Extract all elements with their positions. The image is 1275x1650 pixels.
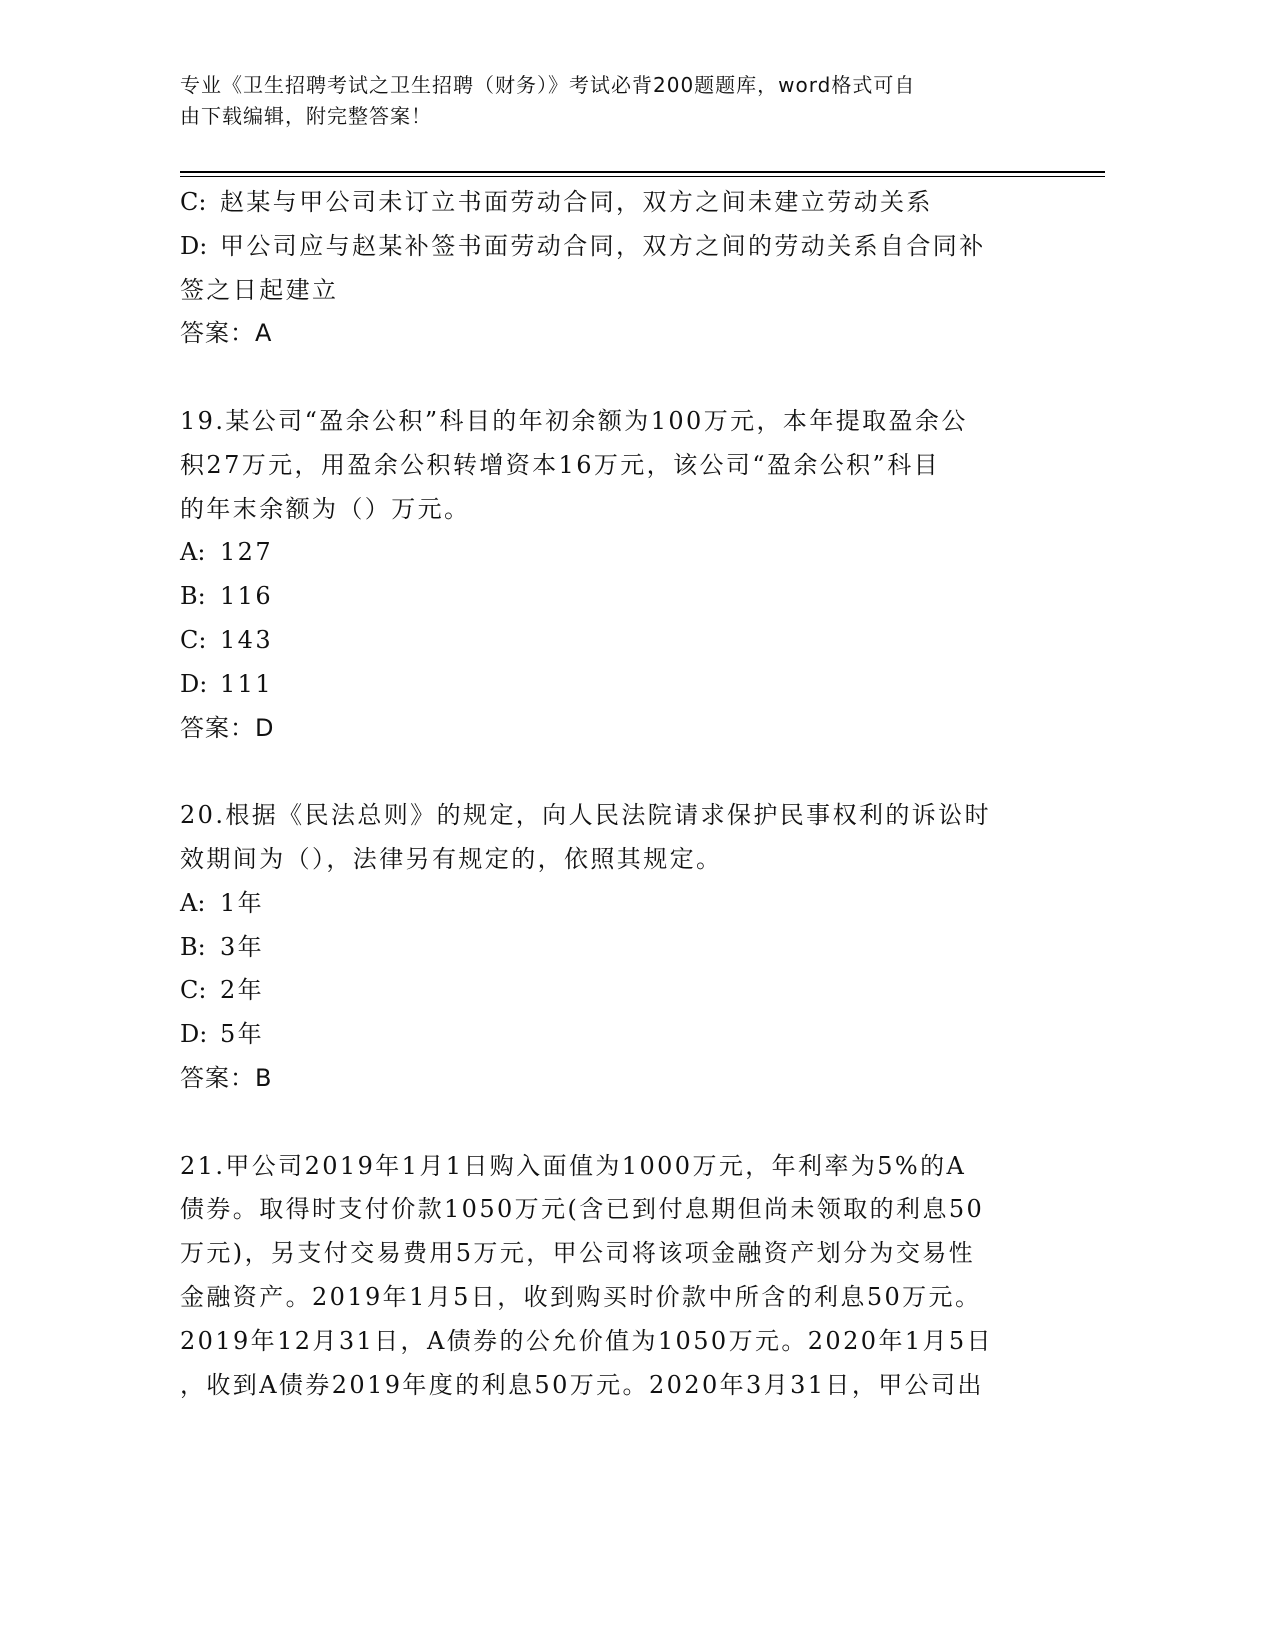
question-stem-line: ，收到A债券2019年度的利息50万元。2020年3月31日，甲公司出	[180, 1370, 984, 1399]
option-label: C:	[180, 188, 207, 216]
question-stem-line: 效期间为（），法律另有规定的，依照其规定。	[180, 844, 723, 873]
question-19	[180, 400, 1050, 750]
option-d	[180, 225, 1050, 269]
option-text: 甲公司应与赵某补签书面劳动合同，双方之间的劳动关系自合同补	[220, 231, 986, 260]
answer: 答案：A	[180, 319, 273, 348]
option-text: 1年	[220, 888, 265, 917]
spacer	[180, 356, 1050, 400]
option-d	[180, 1013, 1050, 1057]
question-stem-line: 21.甲公司2019年1月1日购入面值为1000万元，年利率为5%的A	[180, 1151, 967, 1180]
option-text: 143	[220, 625, 274, 654]
option-text: 5年	[220, 1020, 265, 1049]
option-b	[180, 575, 1050, 619]
question-stem-line: 的年末余额为（）万元。	[180, 494, 471, 523]
option-c	[180, 969, 1050, 1013]
option-b	[180, 926, 1050, 970]
spacer	[180, 1101, 1050, 1145]
option-a	[180, 531, 1050, 575]
header-divider-thin	[180, 176, 1105, 177]
option-label: D:	[180, 231, 208, 260]
option-label: C:	[180, 625, 207, 654]
question-stem-line: 2019年12月31日，A债券的公允价值为1050万元。2020年1月5日	[180, 1326, 993, 1355]
option-text: 3年	[220, 932, 265, 961]
question-18-tail	[180, 181, 1050, 356]
question-stem-line: 积27万元，用盈余公积转增资本16万元，该公司“盈余公积”科目	[180, 450, 941, 479]
answer: 答案：D	[180, 713, 275, 742]
option-label: A:	[180, 888, 206, 917]
spacer	[180, 750, 1050, 794]
option-label: B:	[180, 582, 206, 611]
option-text: 2年	[220, 976, 265, 1005]
question-stem-line: 19.某公司“盈余公积”科目的年初余额为100万元，本年提取盈余公	[180, 406, 968, 435]
question-stem-line: 万元)，另支付交易费用5万元，甲公司将该项金融资产划分为交易性	[180, 1239, 976, 1268]
question-21	[180, 1145, 1050, 1408]
option-text: 127	[220, 538, 274, 567]
document-header	[180, 70, 1060, 132]
question-20	[180, 794, 1050, 1101]
option-label: D:	[180, 1020, 208, 1049]
option-text: 116	[220, 582, 274, 611]
option-c	[180, 619, 1050, 663]
header-line-2: 由下载编辑，附完整答案！	[180, 104, 432, 128]
option-label: C:	[180, 976, 207, 1005]
question-stem-line: 20.根据《民法总则》的规定，向人民法院请求保护民事权利的诉讼时	[180, 801, 991, 830]
header-divider-thick	[180, 171, 1105, 173]
option-text: 赵某与甲公司未订立书面劳动合同，双方之间未建立劳动关系	[220, 188, 933, 216]
document-body	[180, 181, 1050, 1407]
option-label: A:	[180, 538, 206, 567]
option-c	[180, 181, 1050, 225]
option-label: B:	[180, 932, 206, 961]
option-label: D:	[180, 669, 208, 698]
option-a	[180, 882, 1050, 926]
option-d	[180, 663, 1050, 707]
header-line-1: 专业《卫生招聘考试之卫生招聘（财务）》考试必背200题题库，word格式可自	[180, 73, 916, 97]
option-d-continuation: 签之日起建立	[180, 275, 339, 304]
answer: 答案：B	[180, 1063, 273, 1092]
option-text: 111	[220, 669, 274, 698]
question-stem-line: 债券。取得时支付价款1050万元(含已到付息期但尚未领取的利息50	[180, 1195, 985, 1224]
question-stem-line: 金融资产。2019年1月5日，收到购买时价款中所含的利息50万元。	[180, 1282, 982, 1311]
